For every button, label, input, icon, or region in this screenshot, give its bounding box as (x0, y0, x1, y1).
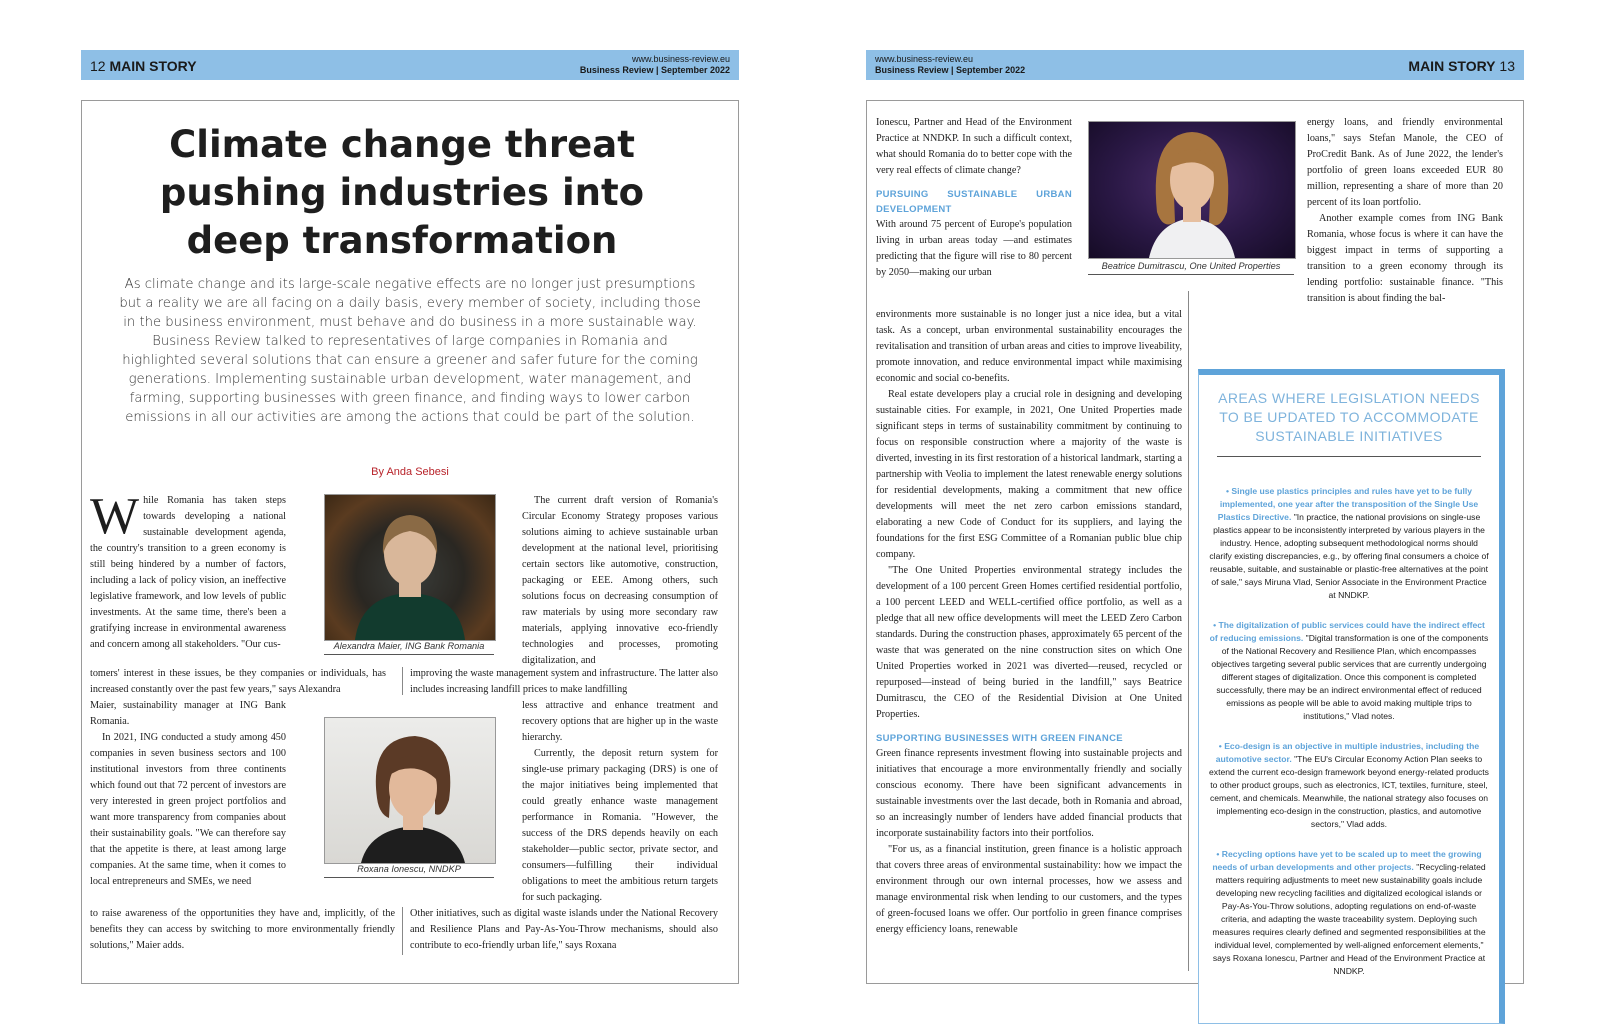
issue-label: Business Review | September 2022 (579, 65, 730, 75)
article-headline: Climate change threat pushing industries into deep transformation (159, 123, 645, 262)
right-column-top (1307, 115, 1503, 307)
article-standfirst: As climate change and its large-scale negative effects are no longer just presumptions but a reality we are all facing on a daily basis, every member of society, including those in the business environment, must behave and do business in a more sustainable way. Business Review talked to representatives of large companies in Romania and highlighted several solutions that can ensure a greener and safer future for the coming generations. Implementing sustainable urban development, water management, and farming, supporting businesses with green finance, and finding ways to lower carbon emissions in all our activities are among the actions that could be part of the solution. (119, 277, 701, 425)
page-header-right (1408, 58, 1515, 74)
right-column-mid (522, 698, 718, 906)
column-rule (402, 667, 403, 695)
body-text: "The One United Properties environmental strategy includes the development of a 100 percent Green Homes certified residential portfolio, a 100 percent LEED and WELL-certified office portfolio, as well as a pledge that all new office developments will meet the LEED Zero Carbon standards. During the construction phases, approximately 65 percent of the waste that was generated on the nine construction sites on which One United Properties worked in 2021 was diverted—reused, recycled or repurposed—instead of being buried in the landfill," says Beatrice Dumitrascu, the CEO of the Residential Division at One United Properties. (876, 565, 1182, 720)
body-text: Other initiatives, such as digital waste islands under the National Recovery and Resilience Plans and Pay-As-You-Throw mechanisms, should also contribute to eco-friendly urban life," says Roxana (410, 908, 718, 951)
left-page (81, 50, 739, 985)
sidebar-item-text: "In practice, the national provisions on single-use plastics appear to be inconsistently interpreted by various players in the industry. Hence, adopting subsequent methodological norms should clarify existing discrepancies, e.g., by offering final consumers a choice of reusable, suitable, and sustainable or plastic-free alternatives at the point of sale," says Miruna Vlad, Senior Associate in the Environment Practice at NNDKP. (1209, 512, 1489, 600)
body-text: improving the waste management system and infrastructure. The latter also includes increasing landfill prices to make landfilling (410, 668, 718, 695)
sidebar-item (1209, 619, 1489, 723)
sidebar-item-text: "The EU's Circular Economy Action Plan seeks to extend the current eco-design framework beyond energy-related products to other product groups, such as electronics, ICT, textiles, furniture, steel, cement, and chemicals. Meanwhile, the national strategy also focuses on implementing eco-design in the construction, plastics, and automotive sectors," Vlad adds. (1209, 754, 1489, 829)
body-text: With around 75 percent of Europe's population living in urban areas today —and estimates predicting that the figure will rise to 80 percent by 2050—making our urban (876, 219, 1072, 278)
sidebar-item-text: "Digital transformation is one of the components of the National Recovery and Resilience Plan, which encompasses objectives targeting several public services that are currently undergoing different stages of digitalization. Once this component is completed successfully, there may be an indirect environmental effect of reduced emissions as people will be able to avoid making multiple trips to institutions," Vlad notes. (1211, 633, 1489, 721)
publication-info (580, 54, 730, 76)
right-column-wide (410, 666, 718, 698)
body-text: to raise awareness of the opportunities they have and, implicitly, of the benefits they can access by switching to more environmentally friendly solutions," Maier adds. (90, 908, 395, 951)
sidebar-item (1209, 485, 1489, 602)
section-subhead: PURSUING SUSTAINABLE URBAN DEVELOPMENT (876, 189, 1072, 215)
body-text: Ionescu, Partner and Head of the Environment Practice at NNDKP. In such a difficult context, what should Romania do to better cope with the very real effects of climate change? (876, 117, 1072, 176)
body-text: Currently, the deposit return system for single-use primary packaging (DRS) is one of the major initiatives being implemented that could greatly enhance waste management performance in Romania. "However, the success of the DRS depends heavily on each stakeholder—public sector, private sector, and consumers—fulfilling their individual obligations to meet the ambitious return targets for such packaging. (522, 748, 718, 903)
body-text: Maier, sustainability manager at ING Bank Romania. (90, 700, 286, 727)
portrait-image (325, 495, 495, 640)
photo-beatrice-dumitrascu (1088, 121, 1296, 259)
body-text: Real estate developers play a crucial role in designing and developing sustainable cities. For example, in 2021, One United Properties made significant steps in terms of sustainability commitment by continuing to focus on responsible construction where a majority of the waste is diverted, investing in its first restoration of a historical landmark, starting a partnership with Veolia to implement the latest renewable energy solutions for residential developments, making a commitment that new office developments will meet the net zero carbon emissions standard, elaborating a new Code of Conduct for its suppliers, and laying the foundations for the first ESG Committee of a Romanian public blue chip company. (876, 389, 1182, 560)
left-column-top (876, 115, 1072, 281)
column-rule (1188, 291, 1189, 971)
left-column-top (90, 488, 286, 653)
right-column-bottom (410, 906, 718, 954)
section-label: MAIN STORY (1408, 58, 1496, 74)
page-header-band (81, 50, 739, 80)
sidebar-items (1209, 485, 1489, 995)
drop-cap: W (90, 488, 140, 545)
right-column-top (522, 493, 718, 669)
section-label: MAIN STORY (109, 58, 197, 74)
article-byline: By Anda Sebesi (371, 466, 449, 478)
page-header-band (866, 50, 1524, 80)
publication-info (875, 54, 1025, 76)
body-text: less attractive and enhance treatment and recovery options that are higher up in the waste hierarchy. (522, 700, 718, 743)
photo-alexandra-maier (324, 494, 496, 641)
sidebar-item-highlight: • Recycling options have yet to be scaled up to meet the growing needs of urban developments and other projects. (1212, 849, 1482, 872)
body-text: "For us, as a financial institution, green finance is a holistic approach that covers three areas of environmental sustainability: how we impact the environment through our own internal processes, how we assess and manage environmental risk when lending to our customers, and the types of green-focused loans we offer. Our portfolio in green finance comprises energy efficiency loans, renewable (876, 844, 1182, 935)
sidebar-item-highlight: • Eco-design is an objective in multiple industries, including the automotive sector. (1215, 741, 1480, 764)
portrait-image (325, 718, 495, 863)
page-number: 12 (90, 58, 106, 74)
photo-roxana-ionescu (324, 717, 496, 864)
left-column-mid (90, 698, 286, 890)
left-column-wide (876, 307, 1182, 938)
body-text: environments more sustainable is no longer just a nice idea, but a vital task. As a concept, urban environmental sustainability encourages the revitalisation and transition of urban areas and cities to improve liveability, promote innovation, and reduce environmental impact while maximising economic and social co-benefits. (876, 309, 1182, 384)
left-column-wide (90, 666, 386, 698)
right-page (866, 50, 1524, 985)
sidebar-item-text: "Recycling-related matters requiring adjustments to meet new sustainability goals include developing new recycling facilities and digitalized ecological islands or Pay-As-You-Throw solutions, adopting regulations on end-of-waste criteria, and adapting the waste traceability system. Deploying such measures requires clearly defined and segmented responsibilities at the individual level, complemented by well-aligned enforcement elements," says Roxana Ionescu, Partner and Head of the Environment Practice at NNDKP. (1212, 862, 1486, 976)
photo-caption: Alexandra Maier, ING Bank Romania (324, 641, 494, 655)
portrait-image (1089, 122, 1295, 258)
left-column-bottom (90, 906, 395, 954)
body-text: energy loans, and friendly environmental loans," says Stefan Manole, the CEO of ProCredit Bank. As of June 2022, the lender's portfolio of green loans exceeded EUR 80 million, representing a share of more than 20 percent of its loan portfolio. (1307, 117, 1503, 208)
sidebar-item (1209, 740, 1489, 831)
photo-caption: Beatrice Dumitrascu, One United Properties (1088, 261, 1294, 275)
page-number: 13 (1499, 58, 1515, 74)
body-text: Green finance represents investment flowing into sustainable projects and initiatives that encourage a more environmentally friendly and socially conscious economy. There have been significant advancements in sustainable investments over the last decade, both in Romania and abroad, so an increasingly number of lenders have added financial products that incorporate sustainability factors into their portfolios. (876, 748, 1182, 839)
sidebar-item (1209, 848, 1489, 978)
issue-label: Business Review | September 2022 (875, 65, 1026, 75)
body-text: In 2021, ING conducted a study among 450 companies in seven business sectors and 100 institutional investors from three continents which found out that 72 percent of investors are very interested in green project portfolios and want more transparency from companies about their sustainability goals. "We can therefore say that the appetite is there, at least among large companies. At the same time, when it comes to local entrepreneurs and SMEs, we need (90, 732, 286, 887)
body-text: Another example comes from ING Bank Romania, whose focus is where it can have the biggest impact in terms of supporting a transition to a green economy through its lending portfolio: sustainable finance. "This transition is about finding the bal- (1307, 213, 1503, 304)
body-text: tomers' interest in these issues, be they companies or individuals, has increased constantly over the past few years," says Alexandra (90, 668, 386, 695)
sidebar-item-highlight: • The digitalization of public services could have the indirect effect of reducing emissions. (1209, 620, 1485, 643)
legislation-sidebar-box (1198, 369, 1505, 1024)
sidebar-title: AREAS WHERE LEGISLATION NEEDS TO BE UPDATED TO ACCOMMODATE SUSTAINABLE INITIATIVES (1217, 389, 1481, 457)
section-subhead: SUPPORTING BUSINESSES WITH GREEN FINANCE (876, 733, 1123, 744)
website-url[interactable]: www.business-review.eu (631, 54, 730, 64)
page-header-left (90, 58, 197, 74)
column-rule (402, 907, 403, 955)
sidebar-item-highlight: • Single use plastics principles and rules have yet to be fully implemented, one year after the transposition of the Single Use Plastics Directive. (1217, 486, 1479, 522)
body-text: hile Romania has taken steps towards developing a national sustainable development agenda, the country's transition to a green economy is still being hindered by a number of factors, including a lack of policy vision, an ineffective legislative framework, and low levels of public investments. At the same time, there's been a gratifying increase in environmental awareness and concern among all stakeholders. "Our cus- (90, 495, 286, 650)
website-url[interactable]: www.business-review.eu (875, 54, 974, 64)
article-frame (866, 100, 1524, 984)
article-frame (81, 100, 739, 984)
photo-caption: Roxana Ionescu, NNDKP (324, 864, 494, 878)
body-text: The current draft version of Romania's Circular Economy Strategy proposes various solutions aiming to achieve sustainable urban development at the national level, prioritising certain sectors like automotive, construction, packaging or EEE. Among others, such solutions focus on decreasing consumption of raw materials by using more secondary raw materials, applying innovative eco-friendly technologies and processes, promoting digitalization, and (522, 495, 718, 666)
